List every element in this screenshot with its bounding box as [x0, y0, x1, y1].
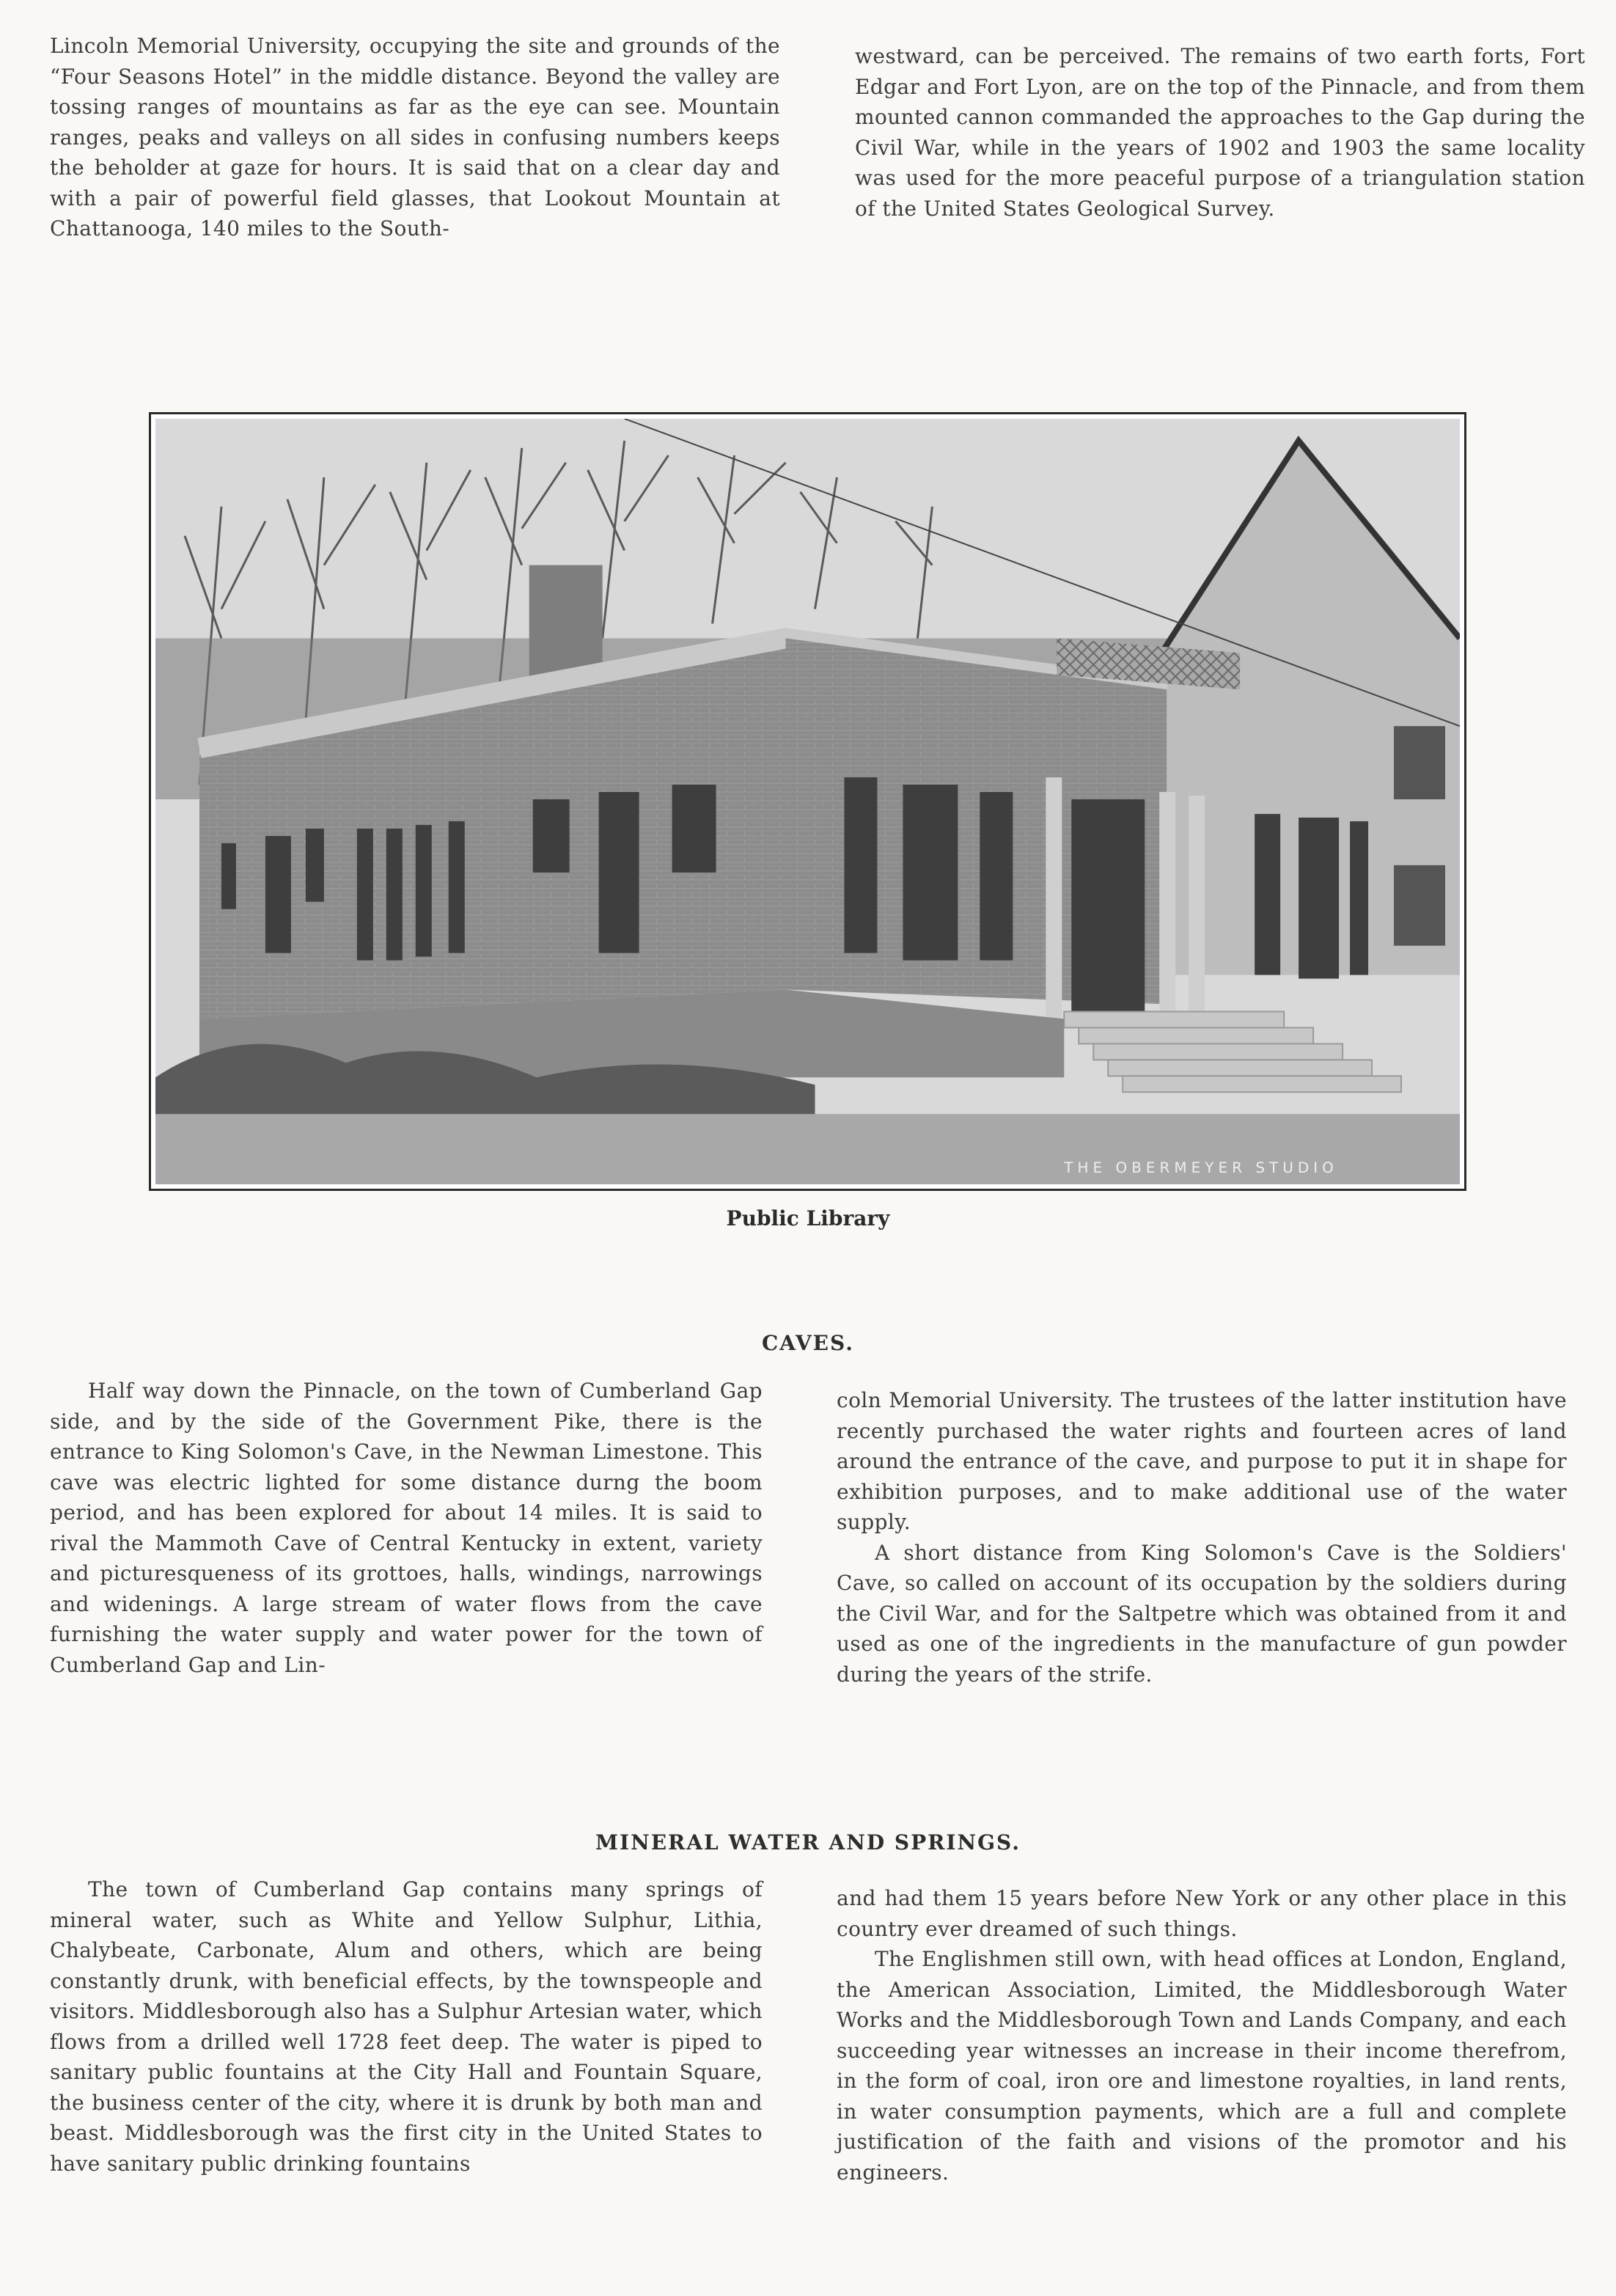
- mineral-left-paragraph: The town of Cumberland Gap contains many springs of mineral water, such as White and Yellow Sulphur, Lithia, Chalybeate, Carbonate, Alum and others, which are being constantly drunk, with beneficial effects, by the townspeople and visitors. Middlesborough also has a Sulphur Artesian water, which flows from a drilled well 1728 feet deep. The water is piped to sanitary public fountains at the City Hall and Fountain Square, the business center of the city, where it is drunk by both man and beast. Middlesborough was the first city in the United States to have sanitary public drinking fountains: [50, 1877, 763, 2176]
- library-building-illustration: [155, 419, 1460, 1184]
- caves-heading: CAVES.: [761, 1331, 854, 1355]
- mineral-heading: MINERAL WATER AND SPRINGS.: [595, 1830, 1021, 1855]
- mineral-right-paragraph-1: and had them 15 years before New York or any other place in this country ever dreamed of such things.: [837, 1886, 1567, 1941]
- mineral-right-paragraph-2: The Englishmen still own, with head offices at London, England, the American Association, Limited, the Middlesborough Water Works and the Middlesborough Town and Lands Company, and each succeeding year witnesses an increase in their income therefrom, in the form of coal, iron ore and limestone royalties, in land rents, in water consumption payments, which are a full and complete justification of the faith and visions of the promotor and his engineers.: [837, 1947, 1567, 2185]
- caves-left-column: [50, 1376, 763, 1680]
- studio-imprint: THE OBERMEYER STUDIO: [1064, 1159, 1338, 1177]
- intro-left-column: [50, 31, 780, 244]
- caves-right-column: [837, 1385, 1567, 1690]
- photo-caption: Public Library: [726, 1206, 890, 1230]
- intro-left-paragraph: Lincoln Memorial University, occupying the site and grounds of the “Four Seasons Hotel” in the middle distance. Beyond the valley are tossing ranges of mountains as far as the eye can see. Mountain ranges, peaks and valleys on all sides in confusing numbers keeps the beholder at gaze for hours. It is said that on a clear day and with a pair of powerful field glasses, that Lookout Mountain at Chattanooga, 140 miles to the South-: [50, 34, 780, 241]
- caves-right-paragraph-2: A short distance from King Solomon's Cave is the Soldiers' Cave, so called on account of its occupation by the soldiers during the Civil War, and for the Saltpetre which was obtained from it and used as one of the ingredients in the manufacture of gun powder during the years of the strife.: [837, 1540, 1567, 1687]
- caves-left-paragraph: Half way down the Pinnacle, on the town of Cumberland Gap side, and by the side of the Government Pike, there is the entrance to King Solomon's Cave, in the Newman Limestone. This cave was electric lighted for some distance durng the boom period, and has been explored for about 14 miles. It is said to rival the Mammoth Cave of Central Kentucky in extent, variety and picturesqueness of its grottoes, halls, windings, narrowings and widenings. A large stream of water flows from the cave furnishing the water supply and water power for the town of Cumberland Gap and Lin-: [50, 1379, 763, 1677]
- public-library-photo: [149, 412, 1466, 1191]
- mineral-left-column: [50, 1874, 763, 2179]
- mineral-right-column: [837, 1883, 1567, 2187]
- intro-right-paragraph: westward, can be perceived. The remains of two earth forts, Fort Edgar and Fort Lyon, are on the top of the Pinnacle, and from them mounted cannon commanded the approaches to the Gap during the Civil War, while in the years of 1902 and 1903 the same locality was used for the more peaceful purpose of a triangulation station of the United States Geological Survey.: [855, 44, 1585, 221]
- caves-right-paragraph-1: coln Memorial University. The trustees of the latter institution have recently purchased the water rights and fourteen acres of land around the entrance of the cave, and purpose to put it in shape for exhibition purposes, and to make additional use of the water supply.: [837, 1388, 1567, 1534]
- intro-right-column: [855, 41, 1585, 224]
